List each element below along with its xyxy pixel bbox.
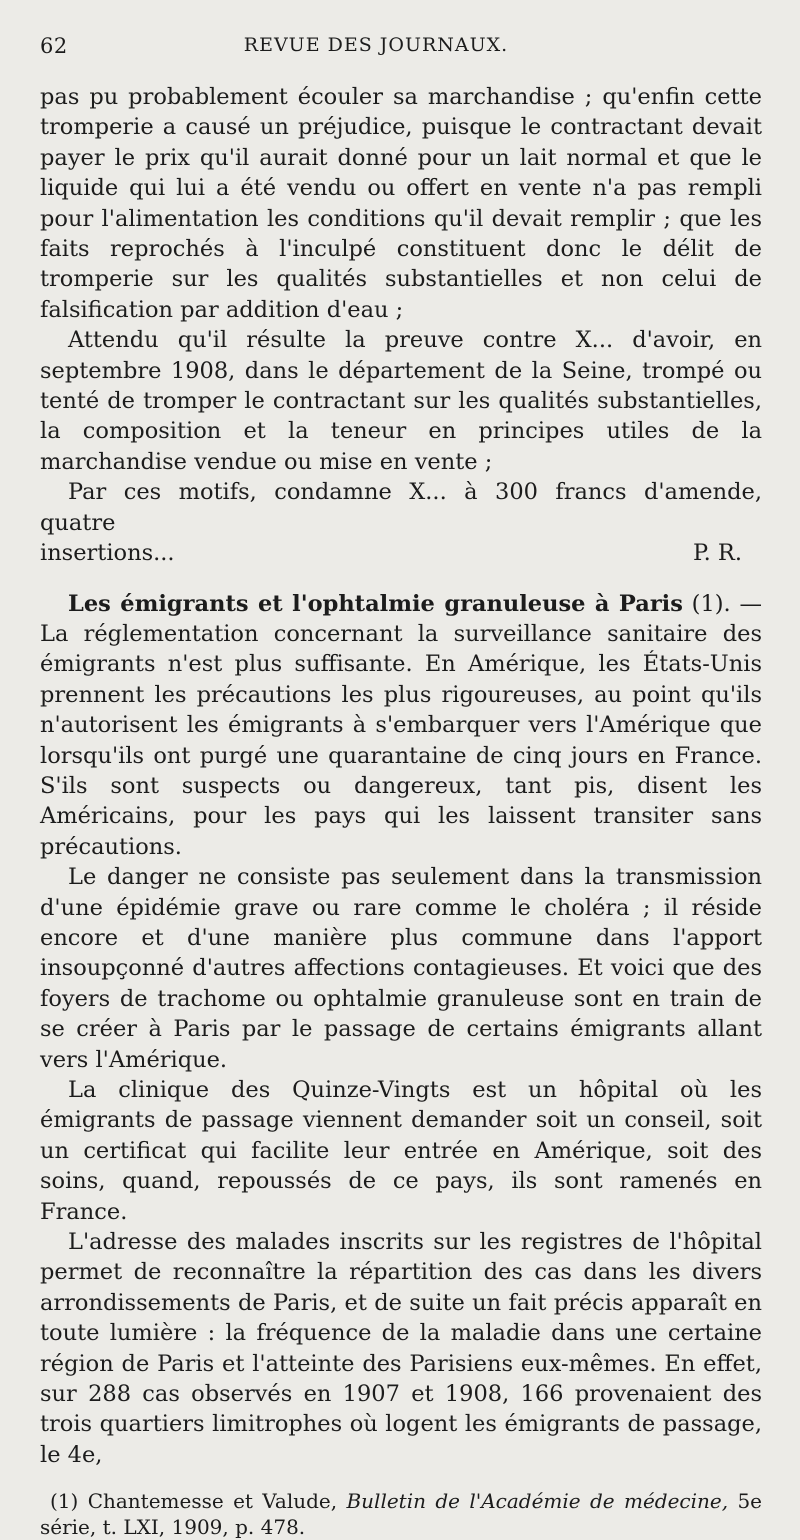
footnote-authors: Chantemesse et Valude, (78, 1489, 347, 1514)
article-intro-paragraph (40, 589, 762, 863)
section-gap (40, 569, 762, 589)
paragraph-attendu: Attendu qu'il résulte la preuve contre X... d'avoir, en septembre 1908, dans le département de la Seine, trompé ou tenté de tromper le contractant sur les qualités substantielles, la composition et la teneur en principes utiles de la marchandise vendue ou mise en vente ; (40, 327, 762, 475)
paragraph-continuation: pas pu probablement écouler sa marchandise ; qu'enfin cette tromperie a causé un préjudice, puisque le contractant devait payer le prix qu'il aurait donné pour un lait normal et que le liquide qui lui a été vendu ou offert en vente n'a pas rempli pour l'alimentation les conditions qu'il devait remplir ; que les faits reprochés à l'inculpé constituent donc le délit de tromperie sur les qualités substantielles et non celui de falsification par addition d'eau ; (40, 84, 762, 323)
verdict-insertions: insertions... (40, 540, 175, 567)
page-body (40, 82, 762, 1470)
article-paragraph-adresse: L'adresse des malades inscrits sur les registres de l'hôpital permet de reconnaître la répartition des cas dans les divers arrondissements de Paris, et de suite un fait précis apparaît en toute lumière : la fréquence de la maladie dans une certaine région de Paris et l'atteinte des Parisiens eux-mêmes. En effet, sur 288 cas observés en 1907 et 1908, 166 provenaient des trois quartiers limitrophes où logent les émigrants de passage, le 4e, (40, 1229, 762, 1468)
author-initials: P. R. (693, 540, 742, 567)
verdict-ending (40, 538, 762, 568)
page-header (40, 34, 762, 82)
footnote-details: 5e série, t. LXI, 1909, p. 478. (40, 1489, 763, 1540)
footnote-journal: Bulletin de l'Académie de médecine, (346, 1489, 729, 1514)
article-intro-text: La réglementation concernant la surveillance sanitaire des émigrants n'est plus suffisante. En Amérique, les États-Unis prennent les précautions les plus rigoureuses, au point qu'ils n'autorisent les émigrants à s'embarquer vers l'Amérique que lorsqu'ils ont purgé une quarantaine de cinq jours en France. S'ils sont suspects ou dangereux, tant pis, disent les Américains, pour les pays qui les laissent transiter sans précautions. (40, 620, 762, 860)
title-dash: — (730, 590, 762, 617)
article-title: Les émigrants et l'ophtalmie granuleuse à Paris (68, 590, 683, 617)
article-paragraph-danger: Le danger ne consiste pas seulement dans la transmission d'une épidémie grave ou rare comme le choléra ; il réside encore et d'une manière plus commune dans l'apport insoupçonné d'autres affections contagieuses. Et voici que des foyers de trachome ou ophtalmie granuleuse sont en train de se créer à Paris par le passage de certains émigrants allant vers l'Amérique. (40, 864, 762, 1073)
footnote-marker: (1) (50, 1489, 79, 1514)
footnote (40, 1488, 762, 1540)
article-paragraph-clinique: La clinique des Quinze-Vingts est un hôpital où les émigrants de passage viennent demander soit un conseil, soit un certificat qui facilite leur entrée en Amérique, soit des soins, quand, repoussés de ce pays, ils sont ramenés en France. (40, 1077, 762, 1225)
running-title: REVUE DES JOURNAUX. (243, 34, 509, 56)
paragraph-verdict: Par ces motifs, condamne X... à 300 francs d'amende, quatre (40, 479, 762, 536)
footnote-ref: (1). (691, 590, 731, 617)
page-number: 62 (40, 34, 68, 58)
